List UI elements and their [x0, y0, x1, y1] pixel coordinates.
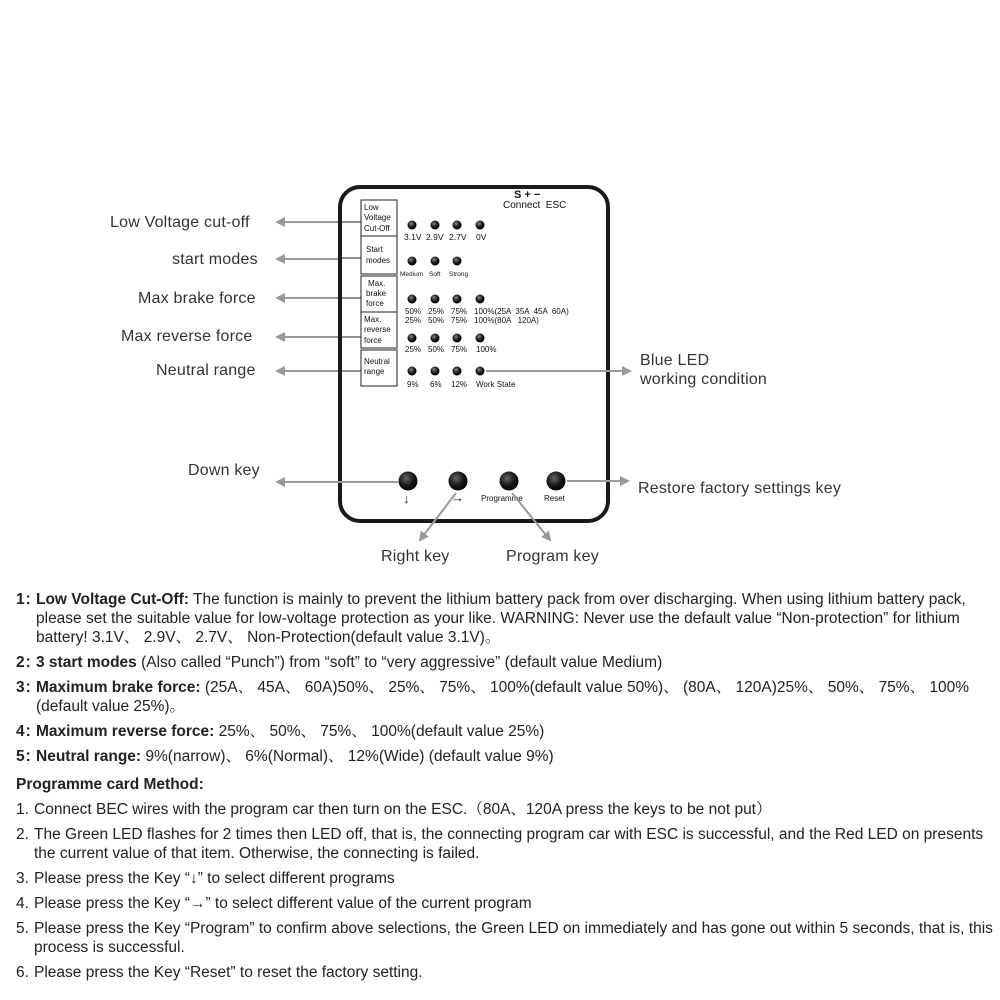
row-label-start-1: Start — [366, 245, 383, 254]
note-3 — [16, 678, 996, 716]
row-label-start-2: modes — [366, 256, 391, 265]
method-step-4 — [16, 894, 996, 913]
method-step-6 — [16, 963, 996, 982]
lv-val-3: 2.7V — [449, 232, 467, 242]
reset-key-label: Reset — [544, 494, 565, 503]
led-work-state — [476, 367, 485, 376]
reverse-val-4: 100% — [476, 345, 497, 354]
method-step-3 — [16, 869, 996, 888]
step-text: Please press the Key “Reset” to reset the factory setting. — [34, 964, 423, 981]
note-5 — [16, 747, 996, 766]
method-heading: Programme card Method: — [16, 776, 204, 793]
callout-program-key: Program key — [506, 548, 599, 565]
led-lv-4 — [476, 221, 485, 230]
note-number: 5： — [16, 748, 41, 765]
connector-polarity: S + − — [514, 189, 541, 201]
note-2 — [16, 653, 996, 672]
row-label-low-voltage-1: Low — [364, 203, 379, 212]
step-number: 5. — [16, 920, 29, 937]
note-text: (Also called “Punch”) from “soft” to “very aggressive” (default value Medium) — [136, 654, 663, 671]
lv-val-4: 0V — [476, 232, 487, 242]
note-text: (25A、 45A、 60A)50%、 25%、 75%、 100%(default value 50%)、 (80A、 120A)25%、 50%、 75%、 100%(default value 25%)。 — [36, 679, 970, 715]
note-title: 3 start modes — [36, 654, 137, 671]
led-brake-4 — [476, 295, 485, 304]
row-label-brake-1: Max. — [368, 279, 386, 288]
method-step-1 — [16, 800, 996, 819]
led-lv-1 — [408, 221, 417, 230]
step-text: Please press the Key “↓” to select different programs — [34, 870, 395, 887]
led-start-1 — [408, 257, 417, 266]
note-text: 25%、 50%、 75%、 100%(default value 25%) — [214, 723, 545, 740]
row-label-brake-2: brake — [366, 289, 387, 298]
right-key-button[interactable] — [449, 472, 468, 491]
row-label-brake-3: force — [366, 299, 384, 308]
brake-val-a1: 50% — [405, 307, 422, 316]
callout-max-reverse: Max reverse force — [121, 328, 253, 345]
step-text: Please press the Key “→” to select different value of the current program — [34, 895, 532, 912]
led-neutral-2 — [431, 367, 440, 376]
note-title: Low Voltage Cut-Off: — [36, 591, 189, 608]
reverse-val-3: 75% — [451, 345, 468, 354]
brake-val-b2: 50% — [428, 316, 445, 325]
program-card — [340, 187, 608, 521]
callout-restore: Restore factory settings key — [638, 480, 842, 497]
led-reverse-1 — [408, 334, 417, 343]
callout-right-key: Right key — [381, 548, 450, 565]
reverse-val-2: 50% — [428, 345, 445, 354]
led-reverse-4 — [476, 334, 485, 343]
led-neutral-1 — [408, 367, 417, 376]
program-key-button[interactable] — [500, 472, 519, 491]
step-number: 1. — [16, 801, 29, 818]
note-title: Maximum reverse force: — [36, 723, 215, 740]
neutral-val-4: Work State — [476, 380, 516, 389]
note-title: Maximum brake force: — [36, 679, 201, 696]
step-number: 3. — [16, 870, 29, 887]
note-text: 9%(narrow)、 6%(Normal)、 12%(Wide) (default value 9%) — [141, 748, 554, 765]
callout-neutral: Neutral range — [156, 362, 256, 379]
neutral-val-3: 12% — [451, 380, 468, 389]
led-lv-3 — [453, 221, 462, 230]
callout-low-voltage: Low Voltage cut-off — [110, 214, 250, 231]
led-lv-2 — [431, 221, 440, 230]
step-number: 4. — [16, 895, 29, 912]
instructions — [16, 590, 996, 988]
note-number: 2： — [16, 654, 41, 671]
program-key-label: Programme — [481, 494, 523, 503]
start-val-2: Soft — [429, 271, 441, 278]
reverse-val-1: 25% — [405, 345, 422, 354]
brake-val-b4: 100%(80A 120A) — [474, 316, 539, 325]
step-number: 2. — [16, 826, 29, 843]
note-text: The function is mainly to prevent the lithium battery pack from over discharging. When using lithium battery pack, please set the suitable value for low-voltage protection as your like. WARNING: Never use the default value “Non-protection” for lithium battery! 3.1V、 2.9V、 2.7V、 Non-Protection(default value 3.1V)。 — [36, 591, 966, 646]
led-start-2 — [431, 257, 440, 266]
step-text: Connect BEC wires with the program car then turn on the ESC.（80A、120A press the keys to be not put） — [34, 801, 772, 818]
note-number: 4： — [16, 723, 41, 740]
callout-start-modes: start modes — [172, 251, 258, 268]
led-neutral-3 — [453, 367, 462, 376]
lv-val-2: 2.9V — [426, 232, 444, 242]
right-key-symbol: → — [451, 490, 464, 505]
brake-val-b3: 75% — [451, 316, 468, 325]
callout-blue-led-2: working condition — [640, 371, 768, 388]
led-brake-3 — [453, 295, 462, 304]
note-title: Neutral range: — [36, 748, 142, 765]
step-number: 6. — [16, 964, 29, 981]
row-label-reverse-1: Max. — [364, 315, 382, 324]
reset-key-button[interactable] — [547, 472, 566, 491]
led-reverse-3 — [453, 334, 462, 343]
led-reverse-2 — [431, 334, 440, 343]
note-4 — [16, 722, 996, 741]
brake-val-a4: 100%(25A 35A 45A 60A) — [474, 307, 569, 316]
down-key-button[interactable] — [399, 472, 418, 491]
brake-val-a3: 75% — [451, 307, 468, 316]
step-text: The Green LED flashes for 2 times then LED off, that is, the connecting program car with ESC is successful, and the Red LED on presents the current value of that item. Otherwise, the connecting is failed. — [34, 826, 984, 862]
brake-val-b1: 25% — [405, 316, 422, 325]
method-step-2 — [16, 825, 996, 863]
start-val-3: Strong — [449, 271, 469, 278]
connect-esc-label: Connect ESC — [503, 200, 567, 211]
lv-val-1: 3.1V — [404, 232, 422, 242]
brake-val-a2: 25% — [428, 307, 445, 316]
neutral-val-2: 6% — [430, 380, 442, 389]
note-1 — [16, 590, 996, 647]
neutral-val-1: 9% — [407, 380, 419, 389]
led-brake-2 — [431, 295, 440, 304]
row-label-low-voltage-2: Voltage — [364, 213, 391, 222]
callout-blue-led-1: Blue LED — [640, 352, 710, 369]
callout-max-brake: Max brake force — [138, 290, 256, 307]
row-label-neutral-2: range — [364, 367, 385, 376]
row-label-reverse-3: force — [364, 336, 382, 345]
led-start-3 — [453, 257, 462, 266]
down-key-symbol: ↓ — [403, 491, 410, 506]
row-label-neutral-1: Neutral — [364, 357, 390, 366]
row-label-low-voltage-3: Cut-Off — [364, 224, 390, 233]
method-step-5 — [16, 919, 996, 957]
note-number: 1： — [16, 591, 41, 608]
start-val-1: Medium — [400, 271, 424, 278]
note-number: 3： — [16, 679, 41, 696]
callout-down-key: Down key — [188, 462, 260, 479]
step-text: Please press the Key “Program” to confirm above selections, the Green LED on immediately and has gone out within 5 seconds, that is, this process is successful. — [34, 920, 993, 956]
row-label-reverse-2: reverse — [364, 325, 391, 334]
led-brake-1 — [408, 295, 417, 304]
